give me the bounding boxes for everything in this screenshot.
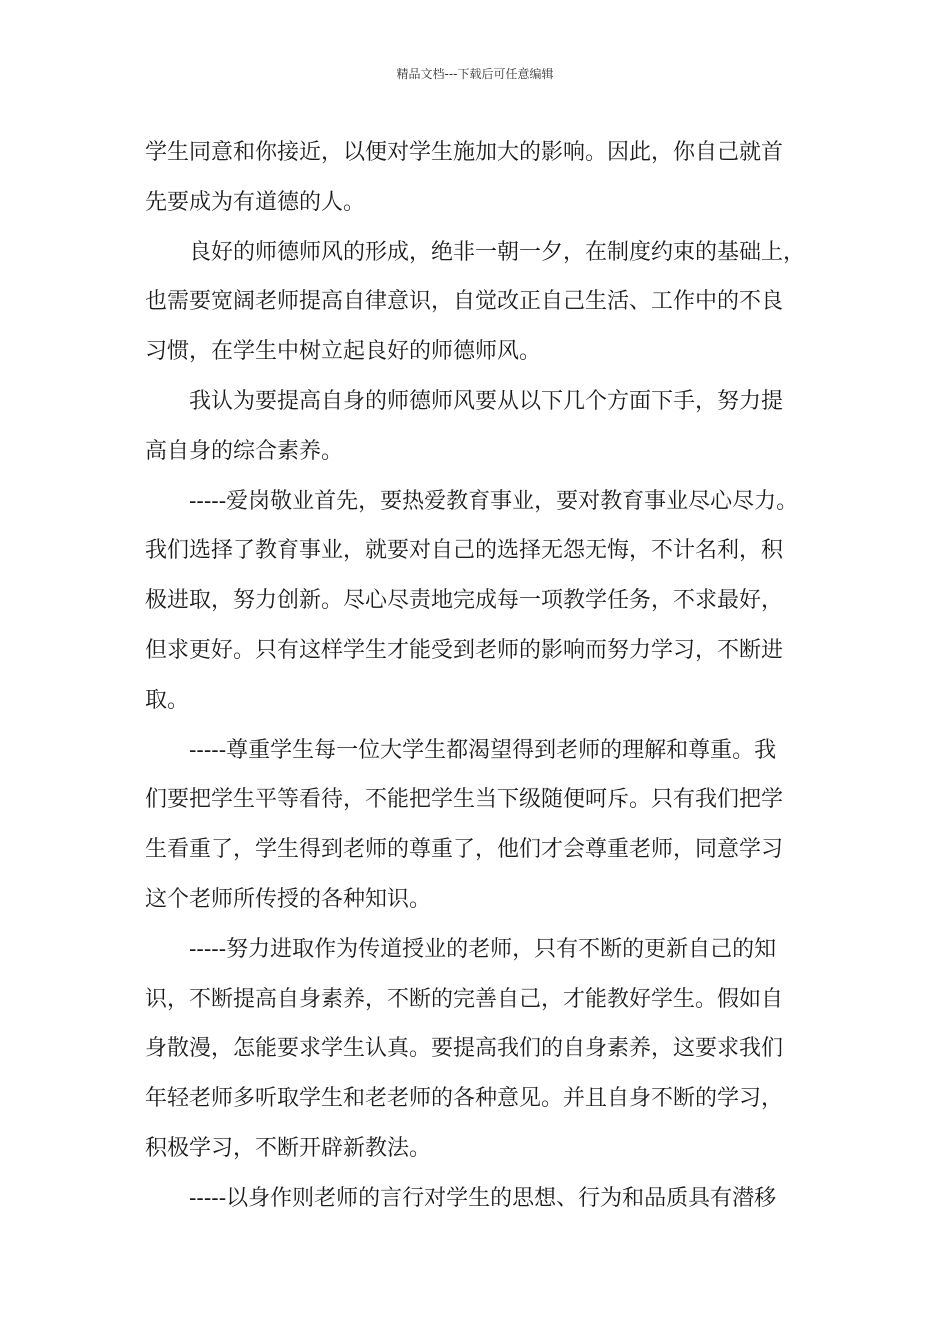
text-line: 们要把学生平等看待，不能把学生当下级随便呵斥。只有我们把学	[145, 787, 784, 813]
text-line: 这个老师所传授的各种知识。	[145, 886, 432, 912]
text-line: 良好的师德师风的形成，绝非一朝一夕，在制度约束的基础上，	[189, 239, 806, 265]
text-line: 学生同意和你接近，以便对学生施加大的影响。因此，你自己就首	[145, 140, 784, 165]
text-line: 也需要宽阔老师提高自律意识，自觉改正自己生活、工作中的不良	[145, 289, 784, 315]
text-line: 先要成为有道德的人。	[145, 189, 366, 215]
text-line: 但求更好。只有这样学生才能受到老师的影响而努力学习，不断进	[145, 637, 784, 663]
text-line: 我认为要提高自身的师德师风要从以下几个方面下手，努力提	[189, 388, 784, 414]
text-line: 高自身的综合素养。	[145, 438, 344, 464]
text-line: -----努力进取作为传道授业的老师，只有不断的更新自己的知	[189, 936, 777, 962]
text-line: -----以身作则老师的言行对学生的思想、行为和品质具有潜移	[189, 1185, 777, 1211]
text-line: 我们选择了教育事业，就要对自己的选择无怨无悔，不计名利，积	[145, 538, 784, 564]
text-line: 极进取，努力创新。尽心尽责地完成每一项教学任务，不求最好，	[145, 588, 784, 614]
text-line: -----爱岗敬业首先，要热爱教育事业，要对教育事业尽心尽力。	[189, 488, 799, 514]
text-line: 积极学习，不断开辟新教法。	[145, 1135, 432, 1161]
text-line: 取。	[145, 687, 190, 713]
text-line: -----尊重学生每一位大学生都渴望得到老师的理解和尊重。我	[189, 737, 777, 763]
text-line: 生看重了，学生得到老师的尊重了，他们才会尊重老师，同意学习	[145, 837, 784, 863]
text-line: 身散漫，怎能要求学生认真。要提高我们的自身素养，这要求我们	[145, 1036, 784, 1062]
text-line: 年轻老师多听取学生和老老师的各种意见。并且自身不断的学习，	[145, 1086, 784, 1112]
document-body	[145, 128, 825, 1224]
text-line: 习惯，在学生中树立起良好的师德师风。	[145, 339, 542, 365]
text-line: 识，不断提高自身素养，不断的完善自己，才能教好学生。假如自	[145, 986, 784, 1012]
page-header: 精品文档---下载后可任意编辑	[396, 67, 554, 81]
